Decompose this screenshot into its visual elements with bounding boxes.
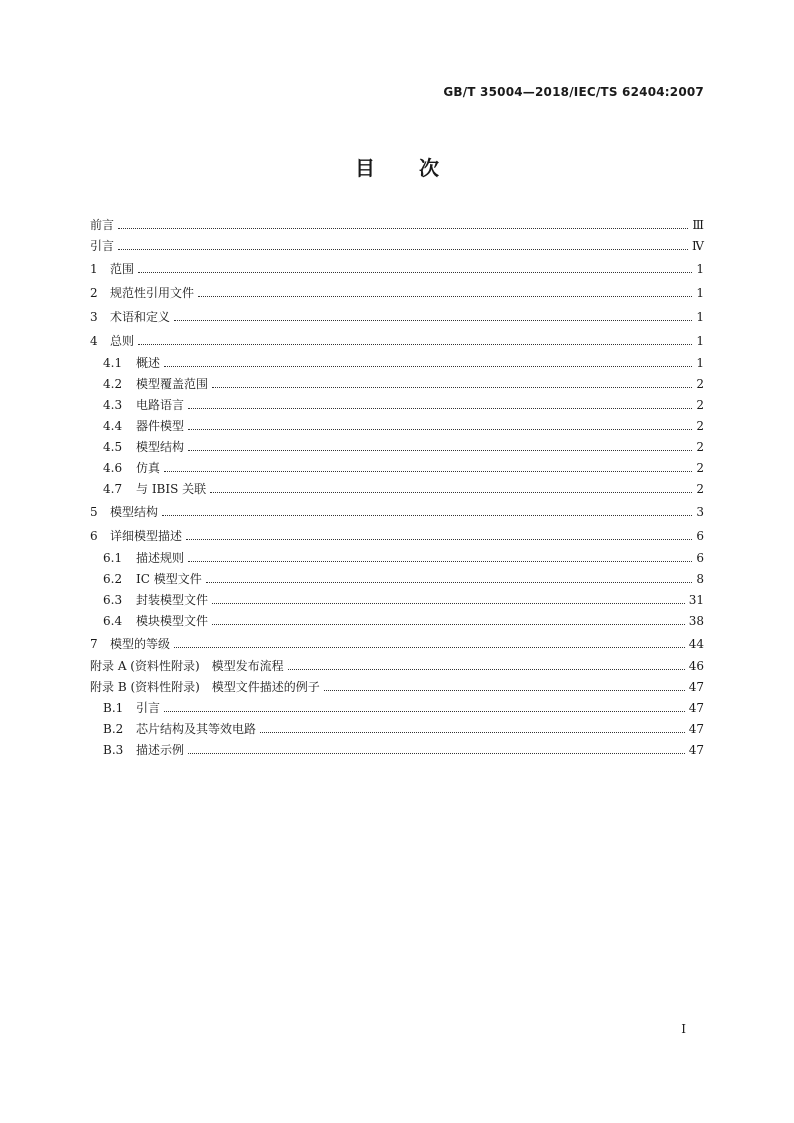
toc-dot-leader xyxy=(206,582,693,583)
toc-entry-page: 2 xyxy=(696,398,704,412)
toc-entry-page: 47 xyxy=(688,701,704,715)
toc-entry[interactable] xyxy=(90,698,704,719)
toc-dot-leader xyxy=(164,471,692,472)
toc-entry-number: 1 xyxy=(90,262,98,276)
toc-entry-number: 2 xyxy=(90,286,98,300)
toc-entry-label: 仿真 xyxy=(136,461,161,475)
toc-entry[interactable] xyxy=(90,656,704,677)
toc-entry[interactable] xyxy=(90,632,704,656)
toc-dot-leader xyxy=(162,515,692,516)
toc-entry-label: 详细模型描述 xyxy=(110,529,183,543)
toc-entry[interactable] xyxy=(90,740,704,761)
toc-entry-page: 2 xyxy=(696,440,704,454)
toc-entry-number: B.1 xyxy=(103,701,124,715)
toc-entry-number: 6.1 xyxy=(103,551,123,565)
toc-entry-number: 6.3 xyxy=(103,593,123,607)
toc-entry-page: 44 xyxy=(688,637,704,651)
toc-dot-leader xyxy=(118,228,688,229)
toc-entry[interactable] xyxy=(90,305,704,329)
toc-entry-number: 5 xyxy=(90,505,98,519)
toc-entry-page: 1 xyxy=(696,334,704,348)
toc-entry-label: 描述示例 xyxy=(136,743,185,757)
toc-entry-number: 7 xyxy=(90,637,98,651)
toc-entry-page: 1 xyxy=(696,262,704,276)
toc-entry-page: 46 xyxy=(688,659,704,673)
toc-entry-label: 模型覆盖范围 xyxy=(136,377,209,391)
toc-entry-label: 封装模型文件 xyxy=(136,593,209,607)
toc-entry-number: 4.4 xyxy=(103,419,123,433)
toc-entry-label: IC 模型文件 xyxy=(136,572,202,586)
toc-entry-page: 2 xyxy=(696,482,704,496)
toc-dot-leader xyxy=(324,690,685,691)
toc-entry-page: 2 xyxy=(696,377,704,391)
toc-dot-leader xyxy=(198,296,692,297)
toc-entry[interactable] xyxy=(90,719,704,740)
toc-entry-page: 6 xyxy=(696,529,704,543)
toc-entry-number: B.2 xyxy=(103,722,124,736)
toc-entry-label: 规范性引用文件 xyxy=(110,286,195,300)
toc-entry[interactable] xyxy=(90,569,704,590)
toc-entry-number: 4.1 xyxy=(103,356,123,370)
toc-entry-page: 47 xyxy=(688,722,704,736)
toc-entry-label: 术语和定义 xyxy=(110,310,171,324)
toc-entry[interactable] xyxy=(90,611,704,632)
toc-dot-leader xyxy=(174,320,692,321)
toc-entry-page: 1 xyxy=(696,310,704,324)
toc-entry-page: 47 xyxy=(688,743,704,757)
toc-entry-label: 总则 xyxy=(110,334,135,348)
toc-entry[interactable] xyxy=(90,500,704,524)
toc-entry[interactable] xyxy=(90,236,704,257)
toc-dot-leader xyxy=(188,408,692,409)
toc-entry-label: 概述 xyxy=(136,356,161,370)
toc-entry-page: 31 xyxy=(688,593,704,607)
toc-entry-label: 电路语言 xyxy=(136,398,185,412)
toc-entry[interactable] xyxy=(90,257,704,281)
toc-dot-leader xyxy=(260,732,685,733)
toc-entry-number: 4 xyxy=(90,334,98,348)
toc-entry[interactable] xyxy=(90,524,704,548)
toc-entry-label: 器件模型 xyxy=(136,419,185,433)
toc-entry-page: 1 xyxy=(696,356,704,370)
toc-dot-leader xyxy=(210,492,692,493)
toc-entry-page: 6 xyxy=(696,551,704,565)
toc-entry[interactable] xyxy=(90,416,704,437)
toc-entry[interactable] xyxy=(90,329,704,353)
toc-entry-label: 描述规则 xyxy=(136,551,185,565)
toc-dot-leader xyxy=(212,624,685,625)
toc-dot-leader xyxy=(164,711,685,712)
toc-entry[interactable] xyxy=(90,353,704,374)
toc-entry[interactable] xyxy=(90,479,704,500)
toc-entry-label: 模型的等级 xyxy=(110,637,171,651)
toc-entry[interactable] xyxy=(90,590,704,611)
toc-entry-page: 38 xyxy=(688,614,704,628)
toc-entry[interactable] xyxy=(90,395,704,416)
toc-entry-number: 6.4 xyxy=(103,614,123,628)
toc-dot-leader xyxy=(188,561,692,562)
toc-entry-number: 4.3 xyxy=(103,398,123,412)
toc-dot-leader xyxy=(174,647,685,648)
toc-entry-number: 3 xyxy=(90,310,98,324)
toc-entry-page: 3 xyxy=(696,505,704,519)
toc-entry-number: 4.7 xyxy=(103,482,123,496)
toc-entry-number: 4.6 xyxy=(103,461,123,475)
page-number: I xyxy=(681,1022,686,1036)
toc-entry[interactable] xyxy=(90,677,704,698)
toc-entry-label: 与 IBIS 关联 xyxy=(136,482,207,496)
toc-dot-leader xyxy=(118,249,688,250)
toc-entry-label: 引言 xyxy=(90,239,115,253)
toc-entry-label: 模块模型文件 xyxy=(136,614,209,628)
toc-dot-leader xyxy=(188,450,692,451)
toc-dot-leader xyxy=(212,603,685,604)
toc-entry-label: 前言 xyxy=(90,218,115,232)
toc-entry-page: 47 xyxy=(688,680,704,694)
toc-entry-number: 6 xyxy=(90,529,98,543)
toc-entry-number: 4.5 xyxy=(103,440,123,454)
table-of-contents xyxy=(90,215,704,761)
toc-dot-leader xyxy=(188,429,692,430)
toc-entry-number: 4.2 xyxy=(103,377,123,391)
toc-entry-label: 芯片结构及其等效电路 xyxy=(136,722,257,736)
toc-entry-page: Ⅳ xyxy=(692,239,704,253)
toc-entry[interactable] xyxy=(90,281,704,305)
toc-entry-number: B.3 xyxy=(103,743,124,757)
toc-entry-page: Ⅲ xyxy=(692,218,704,232)
toc-entry-page: 2 xyxy=(696,461,704,475)
toc-entry-label: 范围 xyxy=(110,262,135,276)
toc-dot-leader xyxy=(288,669,685,670)
toc-entry-number: 6.2 xyxy=(103,572,123,586)
toc-entry-label: 模型结构 xyxy=(110,505,159,519)
toc-dot-leader xyxy=(164,366,692,367)
toc-entry[interactable] xyxy=(90,215,704,236)
toc-entry-label: 模型结构 xyxy=(136,440,185,454)
toc-entry-label: 附录 A (资料性附录) 模型发布流程 xyxy=(90,659,284,673)
page-title: 目次 xyxy=(355,156,483,180)
toc-dot-leader xyxy=(138,344,692,345)
toc-entry-page: 2 xyxy=(696,419,704,433)
toc-entry-label: 附录 B (资料性附录) 模型文件描述的例子 xyxy=(90,680,320,694)
toc-dot-leader xyxy=(138,272,692,273)
standard-number: GB/T 35004—2018/IEC/TS 62404:2007 xyxy=(443,85,704,99)
toc-entry-page: 8 xyxy=(696,572,704,586)
toc-entry-label: 引言 xyxy=(136,701,161,715)
toc-entry[interactable] xyxy=(90,374,704,395)
toc-entry[interactable] xyxy=(90,548,704,569)
toc-dot-leader xyxy=(186,539,692,540)
toc-entry[interactable] xyxy=(90,437,704,458)
toc-dot-leader xyxy=(188,753,685,754)
toc-entry-page: 1 xyxy=(696,286,704,300)
toc-entry[interactable] xyxy=(90,458,704,479)
toc-dot-leader xyxy=(212,387,692,388)
